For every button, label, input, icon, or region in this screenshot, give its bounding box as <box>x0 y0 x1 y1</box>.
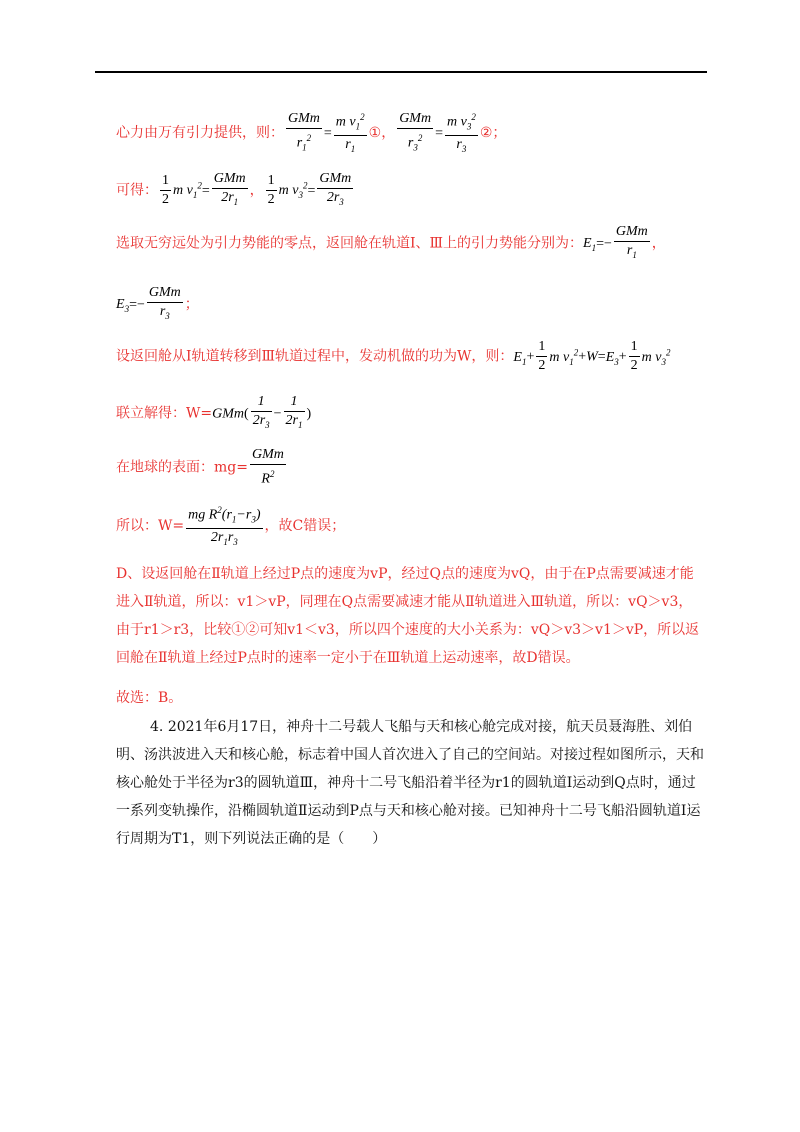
eq-fraction: $\frac{\text{GMm}}{R^2}$ <box>251 447 284 487</box>
question-number: 4. <box>150 719 164 735</box>
kinetic-energy-line: 可得： $\frac{1}{2}$ m $v_1^2=$ $\frac{\text{GMm}}{2r_1}$ ， $\frac{1}{2}$ m $v_3^2=$ $\frac{\text{GMm}}{2r_3}$ <box>116 170 355 211</box>
question-text: 2021年6月17日，神舟十二号载人飞船与天和核心舱完成对接，航天员聂海胜、刘伯明、汤洪波进入天和核心舱，标志着中国人首次进入了自己的空间站。对接过程如图所示，天和核心舱处于半径为r3的圆轨道Ⅲ，神舟十二号飞船沿着半径为r1的圆轨道Ⅰ运动到Q点时，通过一系列变轨操作，沿椭圆轨道Ⅱ运动到P点与天和核心舱对接。已知神舟十二号飞船沿圆轨道Ⅰ运行周期为T1，则下列说法正确的是（ ） <box>116 719 704 847</box>
potential-energy-e3-line: $E_3=-$ $\frac{\text{GMm}}{r_3}$ ； <box>116 284 199 325</box>
equals-sign: = <box>172 518 185 535</box>
line-text: 设返回舱从Ⅰ轨道转移到Ⅲ轨道过程中，发动机做的功为W，则： <box>116 348 514 365</box>
option-d-analysis: D、设返回舱在Ⅱ轨道上经过P点的速度为vP，经过Q点的速度为vQ，由于在P点需要减速才能进入Ⅱ轨道，所以：v1＞vP，同理在Q点需要减速才能从Ⅱ轨道进入Ⅲ轨道，所以：vQ＞v3，由于r1＞r3，比较①②可知v1＜v3，所以四个速度的大小关系为：vQ＞v3＞v1＞vP，所以返回舱在Ⅱ轨道上经过P点时的速率一定小于在Ⅲ轨道上运动速率，故D错误。 <box>116 566 700 666</box>
eq-fraction: $\frac{1}{2r_1}$ <box>285 394 303 430</box>
line-text: 选取无穷远处为引力势能的零点，返回舱在轨道Ⅰ、Ⅲ上的引力势能分别为： <box>116 235 584 252</box>
line-text: ，故C错误； <box>264 518 346 535</box>
work-energy-line: 设返回舱从Ⅰ轨道转移到Ⅲ轨道过程中，发动机做的功为W，则：$E_1+$ $\frac{1}{2}$ m $v_1^2+W=E_3+$ $\frac{1}{2}$ m $v_3^2$ <box>116 339 671 373</box>
eq-fraction: $\frac{1}{2}$ <box>162 172 169 207</box>
eq-fraction: $\frac{m v_3^2}{r_3}$ <box>445 108 478 158</box>
eq-fraction: $\frac{\text{GMm}}{r_1^2}$ <box>288 110 320 153</box>
eq-fraction: $\frac{\text{GMm}}{2r_1}$ <box>213 171 246 207</box>
eq-fraction: $\frac{1}{2r_3}$ <box>252 394 270 430</box>
separator: ， <box>651 235 666 252</box>
line-text: 在地球的表面：mg= <box>116 459 248 476</box>
separator: ； <box>492 125 507 142</box>
eq-fraction: $\frac{\text{GMm}}{2r_3}$ <box>319 171 352 207</box>
line-text: 可得： <box>116 182 158 199</box>
line-text: 联立解得：W= <box>116 405 213 422</box>
line-text: 心力由万有引力提供，则： <box>116 125 284 142</box>
header-rule <box>95 71 707 73</box>
eq-fraction: $\frac{\text{GMm}}{r_3}$ <box>148 285 181 321</box>
eq-fraction: $\frac{\text{GMm}}{r_3^2}$ <box>399 110 432 153</box>
eq-fraction: $\frac{\text{GMm}}{r_1}$ <box>615 224 648 260</box>
eq-fraction: $\frac{mg R^2(r_1-r_3)}{2r_1r_3}$ <box>186 501 262 551</box>
solve-work-line: 联立解得：W=GMm( $\frac{1}{2r_3}$ − $\frac{1}{2r_1}$ ) <box>116 393 311 434</box>
eq-fraction: $\frac{1}{2}$ <box>267 172 275 207</box>
question-4 <box>116 713 706 853</box>
work-result-line <box>116 501 345 551</box>
eq-fraction: $\frac{1}{2}$ <box>630 339 638 373</box>
gravity-centripetal-line: 心力由万有引力提供，则： $\frac{\text{GMm}}{r_1^2}$ = $\frac{m v_1^2}{r_1}$ ①， $\frac{\text{GMm}}{r_3^2}$ = $\frac{m v_3^2}{r_3}$ ②； <box>116 108 506 158</box>
separator: ， <box>249 182 264 199</box>
potential-energy-line: 选取无穷远处为引力势能的零点，返回舱在轨道Ⅰ、Ⅲ上的引力势能分别为：$E_1=-$ $\frac{\text{GMm}}{r_1}$ ， <box>116 223 666 264</box>
line-text: 所以：W <box>116 518 173 535</box>
separator: ； <box>184 296 199 313</box>
answer-line: 故选：B。 <box>116 690 183 706</box>
eq-fraction: $\frac{m v_1^2}{r_1}$ <box>334 108 367 158</box>
surface-gravity-line <box>116 446 288 489</box>
separator: ， <box>381 125 396 142</box>
eq-fraction: $\frac{1}{2}$ <box>538 339 546 373</box>
